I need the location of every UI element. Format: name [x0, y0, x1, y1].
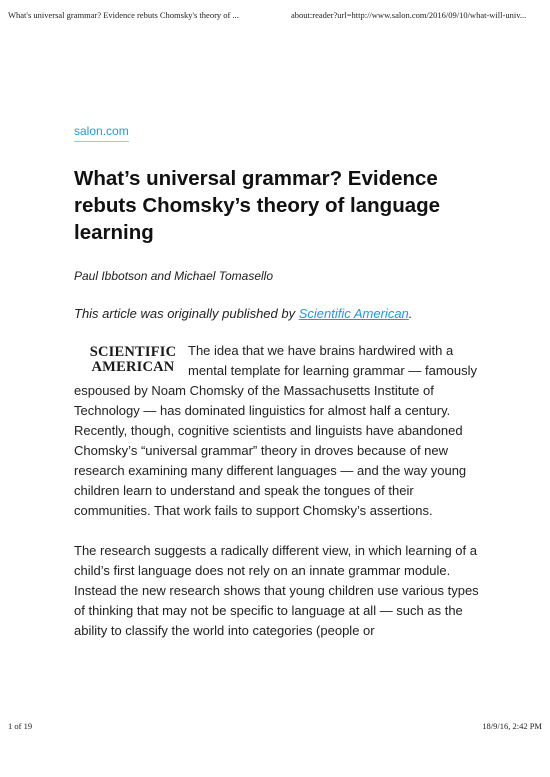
logo-line-1: SCIENTIFIC [89, 344, 177, 360]
article-title: What’s universal grammar? Evidence rebuts Chomsky’s theory of language learning [74, 167, 441, 244]
print-header [8, 10, 542, 24]
print-footer [8, 721, 542, 735]
print-timestamp: 18/9/16, 2:42 PM [482, 721, 542, 731]
print-header-url: about:reader?url=http://www.salon.com/2016/09/10/what-will-univ... [291, 10, 527, 20]
print-header-title: What's universal grammar? Evidence rebuts Chomsky's theory of ... [8, 10, 239, 20]
origin-note [74, 306, 484, 321]
site-link[interactable]: salon.com [74, 124, 129, 142]
origin-suffix: . [408, 306, 413, 321]
article-body [74, 341, 484, 641]
scientific-american-link[interactable]: Scientific American [298, 306, 409, 321]
paragraph-2: The research suggests a radically different view, in which learning of a child’s first language does not rely on an innate grammar module. Instead the new research shows that young children use various types of thinking that may not be specific to language at all — such as the ability to classify the world into categories (people or [74, 543, 479, 638]
logo-line-2: AMERICAN [91, 359, 175, 375]
paragraph-1: The idea that we have brains hardwired with a mental template for learning grammar — famously espoused by Noam Chomsky of the Massachusetts Institute of Technology — has dominated linguistics for almost half a century. Recently, though, cognitive scientists and linguists have abandoned Chomsky’s “universal grammar” theory in droves because of new research examining many different languages — and the way young children learn to understand and speak the tongues of their communities. That work fails to support Chomsky’s assertions. [74, 343, 478, 518]
article [74, 122, 484, 661]
origin-prefix: This article was originally published by [74, 306, 299, 321]
scientific-american-logo [86, 345, 180, 375]
page-number: 1 of 19 [8, 721, 33, 731]
article-byline: Paul Ibbotson and Michael Tomasello [74, 269, 274, 283]
